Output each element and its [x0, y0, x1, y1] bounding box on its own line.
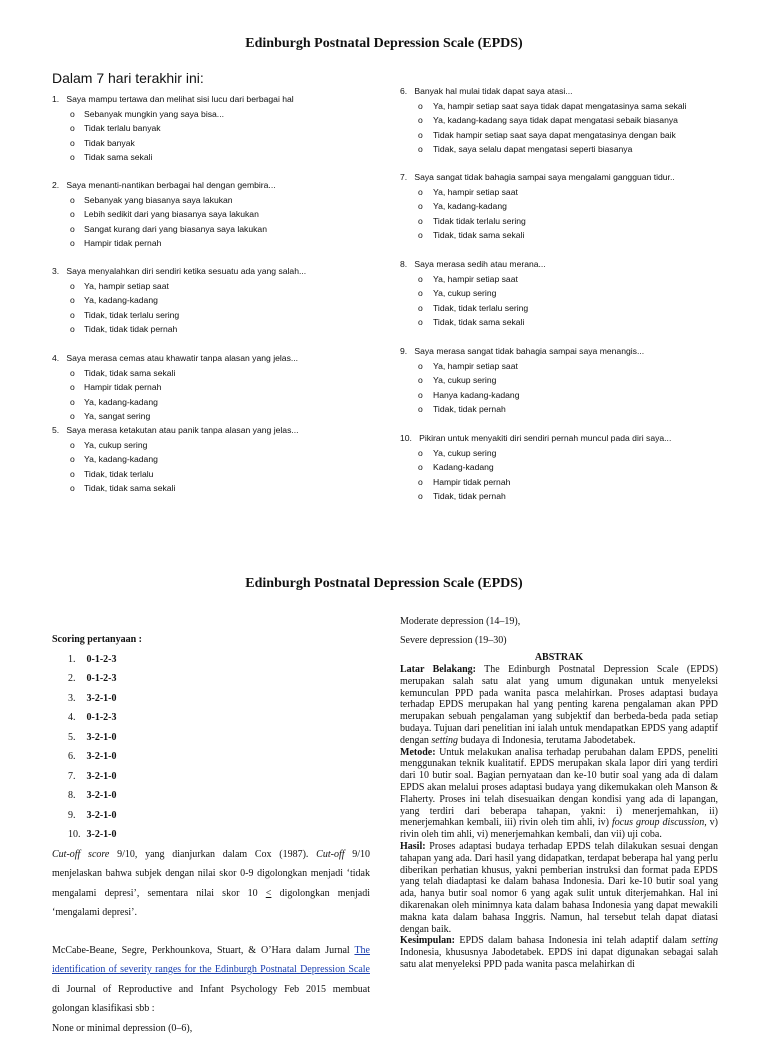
answer-option [52, 467, 299, 482]
conclusion-text-2: Indonesia, khususnya Jabodetabek. EPDS ini dapat digunakan sebagai salah satu alat menyeleksi PPD pada wanita pasca melahirkan di [400, 947, 718, 970]
answer-option [400, 388, 644, 403]
question-text [52, 264, 306, 279]
scoring-number: 5. [68, 728, 84, 748]
scoring-section [52, 626, 370, 1038]
scoring-number: 9. [68, 806, 84, 826]
scoring-number: 6. [68, 747, 84, 767]
question-text [52, 423, 299, 438]
bullet-icon: o [418, 373, 423, 388]
bullet-icon: o [418, 272, 423, 287]
scoring-value: 3-2-1-0 [87, 732, 117, 743]
question-number: 6. [400, 86, 407, 96]
option-label: Tidak, tidak sama sekali [84, 483, 175, 493]
bullet-icon: o [418, 113, 423, 128]
option-label: Hampir tidak pernah [433, 477, 510, 487]
bullet-icon: o [70, 308, 75, 323]
bullet-icon: o [418, 185, 423, 200]
option-list [52, 279, 306, 337]
bullet-icon: o [418, 446, 423, 461]
bullet-icon: o [70, 452, 75, 467]
bullet-icon: o [418, 301, 423, 316]
bullet-icon: o [418, 315, 423, 330]
option-label: Ya, kadang-kadang [84, 397, 158, 407]
scoring-value: 3-2-1-0 [87, 771, 117, 782]
bullet-icon: o [418, 286, 423, 301]
answer-option [400, 99, 687, 114]
answer-option [400, 402, 644, 417]
option-list [52, 193, 276, 251]
question-text [400, 257, 546, 272]
option-list [400, 272, 546, 330]
bullet-icon: o [70, 293, 75, 308]
answer-option [400, 489, 671, 504]
answer-option [52, 293, 306, 308]
question-number: 10. [400, 433, 412, 443]
scoring-item [52, 786, 370, 806]
option-label: Tidak, tidak tidak pernah [84, 324, 177, 334]
answer-option [52, 193, 276, 208]
scoring-item [52, 825, 370, 845]
bullet-icon: o [70, 481, 75, 496]
answer-option [52, 380, 298, 395]
question-label: Saya menyalahkan diri sendiri ketika sesuatu ada yang salah... [66, 266, 306, 276]
question-number: 7. [400, 172, 407, 182]
option-label: Sangat kurang dari yang biasanya saya lakukan [84, 224, 267, 234]
question-text [400, 431, 671, 446]
bullet-icon: o [70, 236, 75, 251]
bullet-icon: o [418, 388, 423, 403]
answer-option [400, 460, 671, 475]
reference-paragraph [52, 941, 370, 1019]
answer-option [400, 185, 675, 200]
question-label: Pikiran untuk menyakiti diri sendiri pernah muncul pada diri saya... [419, 433, 671, 443]
answer-option [52, 107, 294, 122]
answer-option [400, 214, 675, 229]
scoring-item [52, 806, 370, 826]
bullet-icon: o [70, 150, 75, 165]
option-label: Tidak, tidak terlalu sering [84, 310, 179, 320]
question-text [52, 351, 298, 366]
scoring-value: 3-2-1-0 [87, 693, 117, 704]
option-label: Ya, cukup sering [433, 448, 496, 458]
option-label: Tidak, tidak sama sekali [433, 230, 524, 240]
bullet-icon: o [418, 99, 423, 114]
question-number: 5. [52, 425, 59, 435]
answer-option [52, 452, 299, 467]
option-label: Tidak terlalu banyak [84, 123, 161, 133]
bullet-icon: o [418, 228, 423, 243]
option-label: Tidak, tidak terlalu sering [433, 303, 528, 313]
page-title: Edinburgh Postnatal Depression Scale (EPDS) [0, 36, 768, 52]
question-text [400, 84, 687, 99]
cutoff-text-1: 9/10, yang dianjurkan dalam Cox (1987). [109, 849, 316, 860]
question-number: 9. [400, 346, 407, 356]
scoring-value: 0-1-2-3 [87, 654, 117, 665]
cutoff-paragraph [52, 845, 370, 923]
question-label: Saya mampu tertawa dan melihat sisi lucu dari berbagai hal [66, 94, 293, 104]
bullet-icon: o [70, 107, 75, 122]
page-title-2: Edinburgh Postnatal Depression Scale (EPDS) [0, 576, 768, 592]
question-label: Saya merasa sedih atau merana... [414, 259, 545, 269]
scoring-value: 3-2-1-0 [87, 790, 117, 801]
question-10 [400, 431, 671, 504]
option-label: Tidak sama sekali [84, 152, 152, 162]
question-4 [52, 351, 298, 424]
question-label: Saya menanti-nantikan berbagai hal dengan gembira... [66, 180, 275, 190]
question-label: Saya merasa ketakutan atau panik tanpa alasan yang jelas... [66, 425, 298, 435]
answer-option [52, 136, 294, 151]
bullet-icon: o [70, 409, 75, 424]
bullet-icon: o [70, 193, 75, 208]
question-6 [400, 84, 687, 157]
bullet-icon: o [418, 199, 423, 214]
cutoff-text-2: 9/10 menjelaskan bahwa subjek dengan nilai skor 0-9 digolongkan menjadi ‘tidak mengalami depresi’, sementara nilai skor 10 [52, 849, 370, 899]
conclusion-text: EPDS dalam bahasa Indonesia ini telah adaptif dalam [455, 935, 691, 946]
background-text-2: budaya di Indonesia, terutama Jabodetabek. [458, 735, 635, 746]
reference-link[interactable]: The identification of severity ranges for the Edinburgh Postnatal Depression Scale [52, 945, 370, 976]
answer-option [52, 121, 294, 136]
abstract-section [400, 612, 718, 971]
severity-none: None or minimal depression (0–6), [52, 1019, 370, 1038]
answer-option [52, 308, 306, 323]
question-7 [400, 170, 675, 243]
question-text [52, 92, 294, 107]
bullet-icon: o [70, 322, 75, 337]
answer-option [52, 236, 276, 251]
option-label: Sebanyak mungkin yang saya bisa... [84, 109, 224, 119]
reference-text-1: McCabe-Beane, Segre, Perkhounkova, Stuart, & O’Hara dalam Jurnal [52, 945, 354, 956]
question-number: 3. [52, 266, 59, 276]
option-label: Kadang-kadang [433, 462, 494, 472]
method-text: Untuk melakukan analisa terhadap perubahan dalam EPDS, peneliti menggunakan teknik kualitatif. EPDS merupakan skala lapor diri yang terdiri dari 10 butir soal. Bagian pernyataan dan ke-10 butir soal yang ada di dalam EPDS akan melalui proses adaptasi budaya yang dikemukakan oleh Manson & Flaherty. Proses ini telah disesuaikan dengan kondisi yang ada di lapangan, yang terdiri dari beberapa tahapan, yakni: i) menerjemahkan, ii) menerjemahkan kembali, iii) rivin oleh tim ahli, iv) [400, 747, 718, 829]
option-label: Ya, kadang-kadang [433, 201, 507, 211]
scoring-number: 1. [68, 650, 84, 670]
background-text: The Edinburgh Postnatal Depression Scale (EPDS) merupakan salah satu alat yang umum digunakan untuk menyeleksi kemunculan PPD pada wanita pasca melahirkan. Proses adaptasi budaya terhadap EPDS merupakan hal yang penting karena pengalaman akan PPD merupakan sebuah pengalaman yang subjektif dan berbeda-beda pada setiap budaya. Tujuan dari penelitian ini ialah untuk mendapatkan EPDS yang adaptif dengan [400, 664, 718, 746]
answer-option [52, 395, 298, 410]
scoring-list [52, 650, 370, 845]
scoring-value: 3-2-1-0 [87, 810, 117, 821]
question-text [400, 344, 644, 359]
scoring-number: 10. [68, 825, 84, 845]
answer-option [52, 366, 298, 381]
bullet-icon: o [70, 121, 75, 136]
option-label: Ya, kadang-kadang [84, 295, 158, 305]
option-label: Tidak, tidak pernah [433, 404, 506, 414]
scoring-label: Scoring pertanyaan : [52, 630, 370, 650]
bullet-icon: o [418, 128, 423, 143]
scoring-item [52, 689, 370, 709]
option-label: Ya, hampir setiap saat saya tidak dapat mengatasinya sama sekali [433, 101, 687, 111]
background-label: Latar Belakang: [400, 664, 476, 675]
bullet-icon: o [70, 438, 75, 453]
question-number: 2. [52, 180, 59, 190]
answer-option [400, 373, 644, 388]
abstract-heading: ABSTRAK [400, 652, 718, 664]
option-label: Tidak banyak [84, 138, 135, 148]
bullet-icon: o [418, 359, 423, 374]
cutoff-term-2: Cut-off [316, 849, 344, 860]
bullet-icon: o [70, 207, 75, 222]
option-label: Hanya kadang-kadang [433, 390, 519, 400]
severity-severe: Severe depression (19–30) [400, 631, 718, 650]
scoring-item [52, 767, 370, 787]
answer-option [400, 315, 546, 330]
answer-option [52, 438, 299, 453]
question-label: Saya merasa cemas atau khawatir tanpa alasan yang jelas... [66, 353, 298, 363]
option-label: Ya, cukup sering [84, 440, 147, 450]
scoring-value: 3-2-1-0 [87, 751, 117, 762]
answer-option [400, 301, 546, 316]
option-label: Ya, cukup sering [433, 375, 496, 385]
bullet-icon: o [418, 214, 423, 229]
question-5 [52, 423, 299, 496]
answer-option [400, 359, 644, 374]
scoring-item [52, 728, 370, 748]
severity-moderate: Moderate depression (14–19), [400, 612, 718, 631]
section-heading: Dalam 7 hari terakhir ini: [52, 70, 204, 86]
reference-text-2: di Journal of Reproductive and Infant Psychology Feb 2015 membuat golongan klasifikasi sbb : [52, 984, 370, 1015]
option-label: Ya, hampir setiap saat [433, 187, 518, 197]
question-text [52, 178, 276, 193]
abstract-results [400, 841, 718, 935]
conclusion-label: Kesimpulan: [400, 935, 455, 946]
answer-option [400, 446, 671, 461]
answer-option [400, 475, 671, 490]
question-label: Saya merasa sangat tidak bahagia sampai saya menangis... [414, 346, 644, 356]
option-label: Tidak, tidak sama sekali [433, 317, 524, 327]
option-label: Ya, sangat sering [84, 411, 150, 421]
abstract-background [400, 664, 718, 747]
answer-option [400, 142, 687, 157]
scoring-item [52, 669, 370, 689]
option-list [52, 366, 298, 424]
conclusion-em: setting [691, 935, 718, 946]
question-1 [52, 92, 294, 165]
results-text: Proses adaptasi budaya terhadap EPDS telah dilakukan sesuai dengan tahapan yang ada. Dari hasil yang didapatkan, terdapat beberapa hal yang perlu diberikan perhatian khusus, yakni pemberian instruksi dan format pada EPDS yang telah diadaptasi ke dalam bahasa Indonesia. Dari ke-10 butir soal yang ada, hanya butir soal nomor 6 yang agak sulit untuk diterjemahkan. Hal ini dikarenakan oleh minimnya kata dalam bahasa Indonesia yang dapat mewakili makna kata dalam bahasa Inggris. Namun, hal tersebut telah dapat diatasi dengan baik. [400, 841, 718, 935]
option-label: Ya, kadang-kadang saya tidak dapat mengatasi sebaik biasanya [433, 115, 678, 125]
scoring-number: 7. [68, 767, 84, 787]
scoring-value: 0-1-2-3 [87, 673, 117, 684]
bullet-icon: o [418, 142, 423, 157]
answer-option [52, 279, 306, 294]
answer-option [52, 207, 276, 222]
question-2 [52, 178, 276, 251]
option-label: Ya, hampir setiap saat [84, 281, 169, 291]
background-em: setting [431, 735, 458, 746]
scoring-item [52, 708, 370, 728]
question-label: Banyak hal mulai tidak dapat saya atasi... [414, 86, 572, 96]
answer-option [400, 113, 687, 128]
option-label: Tidak, tidak pernah [433, 491, 506, 501]
option-list [52, 107, 294, 165]
le-symbol: < [266, 888, 272, 899]
option-label: Tidak tidak terlalu sering [433, 216, 526, 226]
results-label: Hasil: [400, 841, 426, 852]
question-label: Saya sangat tidak bahagia sampai saya mengalami gangguan tidur.. [414, 172, 674, 182]
question-number: 8. [400, 259, 407, 269]
answer-option [400, 228, 675, 243]
bullet-icon: o [70, 222, 75, 237]
option-label: Tidak hampir setiap saat saya dapat mengatasinya dengan baik [433, 130, 676, 140]
option-label: Ya, kadang-kadang [84, 454, 158, 464]
method-label: Metode: [400, 747, 436, 758]
scoring-item [52, 650, 370, 670]
scoring-value: 3-2-1-0 [87, 829, 117, 840]
bullet-icon: o [418, 460, 423, 475]
option-label: Sebanyak yang biasanya saya lakukan [84, 195, 233, 205]
option-label: Hampir tidak pernah [84, 238, 161, 248]
bullet-icon: o [418, 489, 423, 504]
option-list [400, 359, 644, 417]
option-list [400, 446, 671, 504]
question-number: 4. [52, 353, 59, 363]
answer-option [400, 272, 546, 287]
option-label: Tidak, tidak sama sekali [84, 368, 175, 378]
option-label: Ya, hampir setiap saat [433, 274, 518, 284]
option-list [400, 99, 687, 157]
scoring-number: 4. [68, 708, 84, 728]
bullet-icon: o [70, 279, 75, 294]
bullet-icon: o [70, 366, 75, 381]
scoring-number: 3. [68, 689, 84, 709]
option-label: Tidak, saya selalu dapat mengatasi seperti biasanya [433, 144, 632, 154]
bullet-icon: o [70, 380, 75, 395]
method-text-2: , v) rivin oleh tim ahli, vi) menerjemahkan kembali, dan vii) uji coba. [400, 817, 718, 840]
option-label: Hampir tidak pernah [84, 382, 161, 392]
bullet-icon: o [418, 475, 423, 490]
cutoff-term: Cut-off score [52, 849, 109, 860]
bullet-icon: o [418, 402, 423, 417]
answer-option [52, 481, 299, 496]
answer-option [400, 286, 546, 301]
scoring-item [52, 747, 370, 767]
question-8 [400, 257, 546, 330]
answer-option [52, 409, 298, 424]
answer-option [52, 222, 276, 237]
option-label: Tidak, tidak terlalu [84, 469, 153, 479]
bullet-icon: o [70, 136, 75, 151]
method-em: focus group discussion [612, 817, 704, 828]
scoring-number: 8. [68, 786, 84, 806]
bullet-icon: o [70, 467, 75, 482]
option-label: Ya, cukup sering [433, 288, 496, 298]
question-9 [400, 344, 644, 417]
option-label: Lebih sedikit dari yang biasanya saya lakukan [84, 209, 259, 219]
answer-option [400, 128, 687, 143]
scoring-number: 2. [68, 669, 84, 689]
option-label: Ya, hampir setiap saat [433, 361, 518, 371]
question-3 [52, 264, 306, 337]
option-list [400, 185, 675, 243]
abstract-method [400, 747, 718, 841]
question-number: 1. [52, 94, 59, 104]
answer-option [52, 150, 294, 165]
answer-option [52, 322, 306, 337]
question-text [400, 170, 675, 185]
abstract-conclusion [400, 935, 718, 970]
cutoff-text-3: digolongkan menjadi ‘mengalami depresi’. [52, 888, 370, 919]
option-list [52, 438, 299, 496]
bullet-icon: o [70, 395, 75, 410]
answer-option [400, 199, 675, 214]
scoring-value: 0-1-2-3 [87, 712, 117, 723]
